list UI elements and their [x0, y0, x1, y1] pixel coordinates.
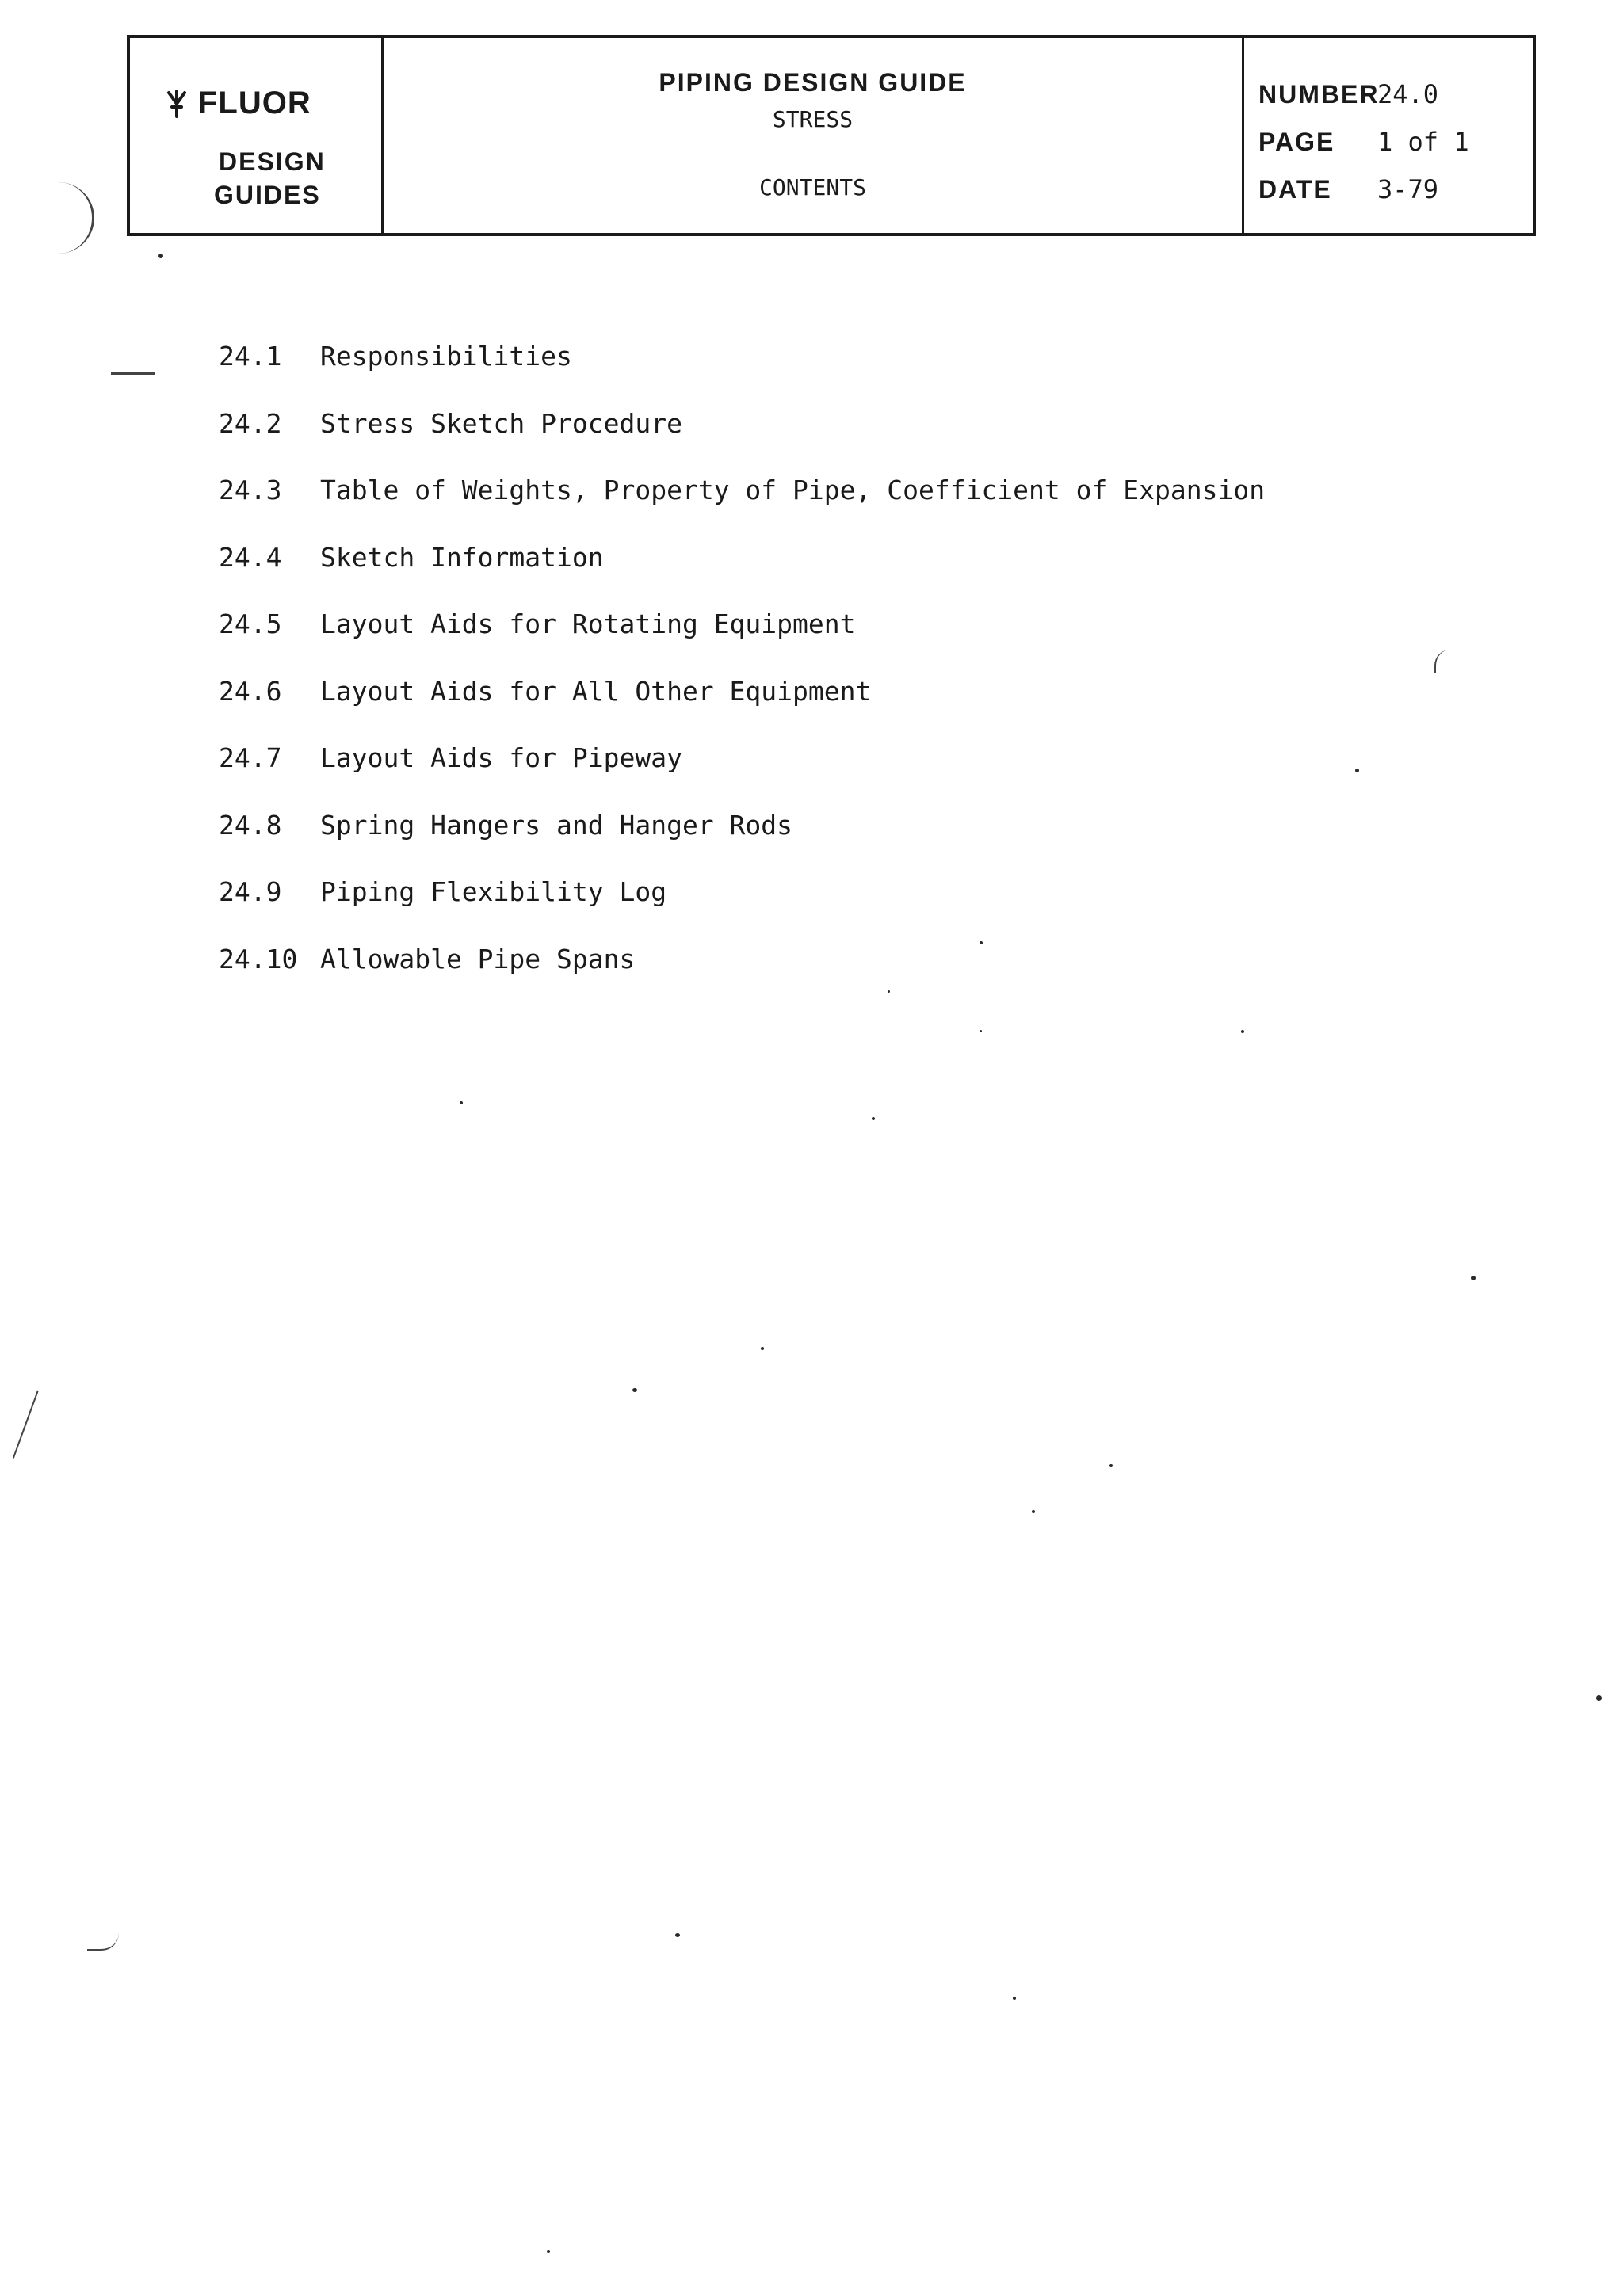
toc-item: [219, 608, 1265, 676]
scan-mark: [1434, 650, 1452, 673]
scan-speck: [980, 941, 983, 944]
toc-title: Stress Sketch Procedure: [320, 407, 682, 439]
scan-speck: [632, 1388, 637, 1392]
title-cell: [384, 38, 1244, 233]
table-of-contents: [219, 341, 1265, 1010]
section-name: CONTENTS: [759, 174, 866, 200]
date-row: [1258, 174, 1438, 204]
scan-mark: [87, 1933, 119, 1951]
document-header: [127, 35, 1536, 236]
toc-number: 24.8: [219, 809, 282, 841]
scan-speck: [1355, 769, 1359, 772]
scan-mark: [55, 182, 94, 254]
toc-number: 24.7: [219, 742, 282, 773]
toc-number: 24.9: [219, 876, 282, 907]
scan-speck: [158, 254, 163, 258]
scan-speck: [888, 990, 890, 993]
toc-number: 24.6: [219, 675, 282, 707]
fluor-logo-icon: [165, 88, 189, 120]
scan-speck: [1032, 1510, 1035, 1513]
scan-speck: [872, 1117, 875, 1120]
number-label: NUMBER: [1258, 80, 1380, 109]
scan-speck: [675, 1933, 680, 1937]
toc-number: 24.5: [219, 608, 282, 639]
scan-speck: [1109, 1464, 1113, 1467]
toc-item: [219, 408, 1265, 475]
toc-title: Allowable Pipe Spans: [320, 943, 636, 974]
scan-speck: [1596, 1695, 1602, 1701]
toc-title: Table of Weights, Property of Pipe, Coefficient of Expansion: [320, 475, 1266, 505]
scan-speck: [980, 1030, 982, 1032]
toc-title: Sketch Information: [320, 541, 604, 573]
scan-speck: [1241, 1030, 1244, 1033]
toc-title: Layout Aids for Pipeway: [320, 742, 682, 773]
document-title: PIPING DESIGN GUIDE: [659, 68, 967, 97]
toc-item: [219, 676, 1265, 743]
toc-number: 24.3: [219, 475, 282, 505]
logo-cell: [130, 38, 384, 233]
number-row: [1258, 79, 1438, 109]
scan-mark: [111, 372, 155, 376]
design-guides-line1: DESIGN: [219, 147, 326, 176]
design-guides-line2: GUIDES: [214, 181, 321, 209]
toc-title: Piping Flexibility Log: [320, 876, 667, 907]
toc-item: [219, 341, 1265, 408]
scan-speck: [460, 1101, 463, 1104]
toc-item: [219, 876, 1265, 944]
toc-item: [219, 542, 1265, 609]
toc-item: [219, 810, 1265, 877]
toc-item: [219, 475, 1265, 542]
toc-number: 24.4: [219, 541, 282, 573]
scan-mark: [13, 1391, 68, 1470]
toc-title: Responsibilities: [320, 341, 572, 372]
toc-title: Layout Aids for Rotating Equipment: [320, 608, 856, 639]
document-subtitle: STRESS: [772, 106, 854, 132]
scan-speck: [1013, 1997, 1016, 2000]
date-value: 3-79: [1377, 174, 1439, 204]
toc-number: 24.2: [219, 407, 282, 439]
toc-item: [219, 944, 1265, 1011]
page-row: [1258, 127, 1469, 157]
toc-number: 24.1: [219, 341, 282, 372]
number-value: 24.0: [1377, 79, 1439, 109]
meta-cell: [1244, 38, 1533, 233]
brand: [165, 86, 311, 121]
page-label: PAGE: [1258, 128, 1335, 156]
toc-title: Layout Aids for All Other Equipment: [320, 675, 872, 707]
toc-item: [219, 742, 1265, 810]
scan-speck: [761, 1347, 764, 1350]
page-value: 1 of 1: [1377, 127, 1469, 157]
toc-number: 24.10: [219, 943, 298, 974]
toc-title: Spring Hangers and Hanger Rods: [320, 809, 793, 841]
brand-name: FLUOR: [198, 86, 311, 120]
scan-speck: [1471, 1276, 1476, 1280]
date-label: DATE: [1258, 175, 1332, 204]
scan-speck: [547, 2250, 550, 2253]
